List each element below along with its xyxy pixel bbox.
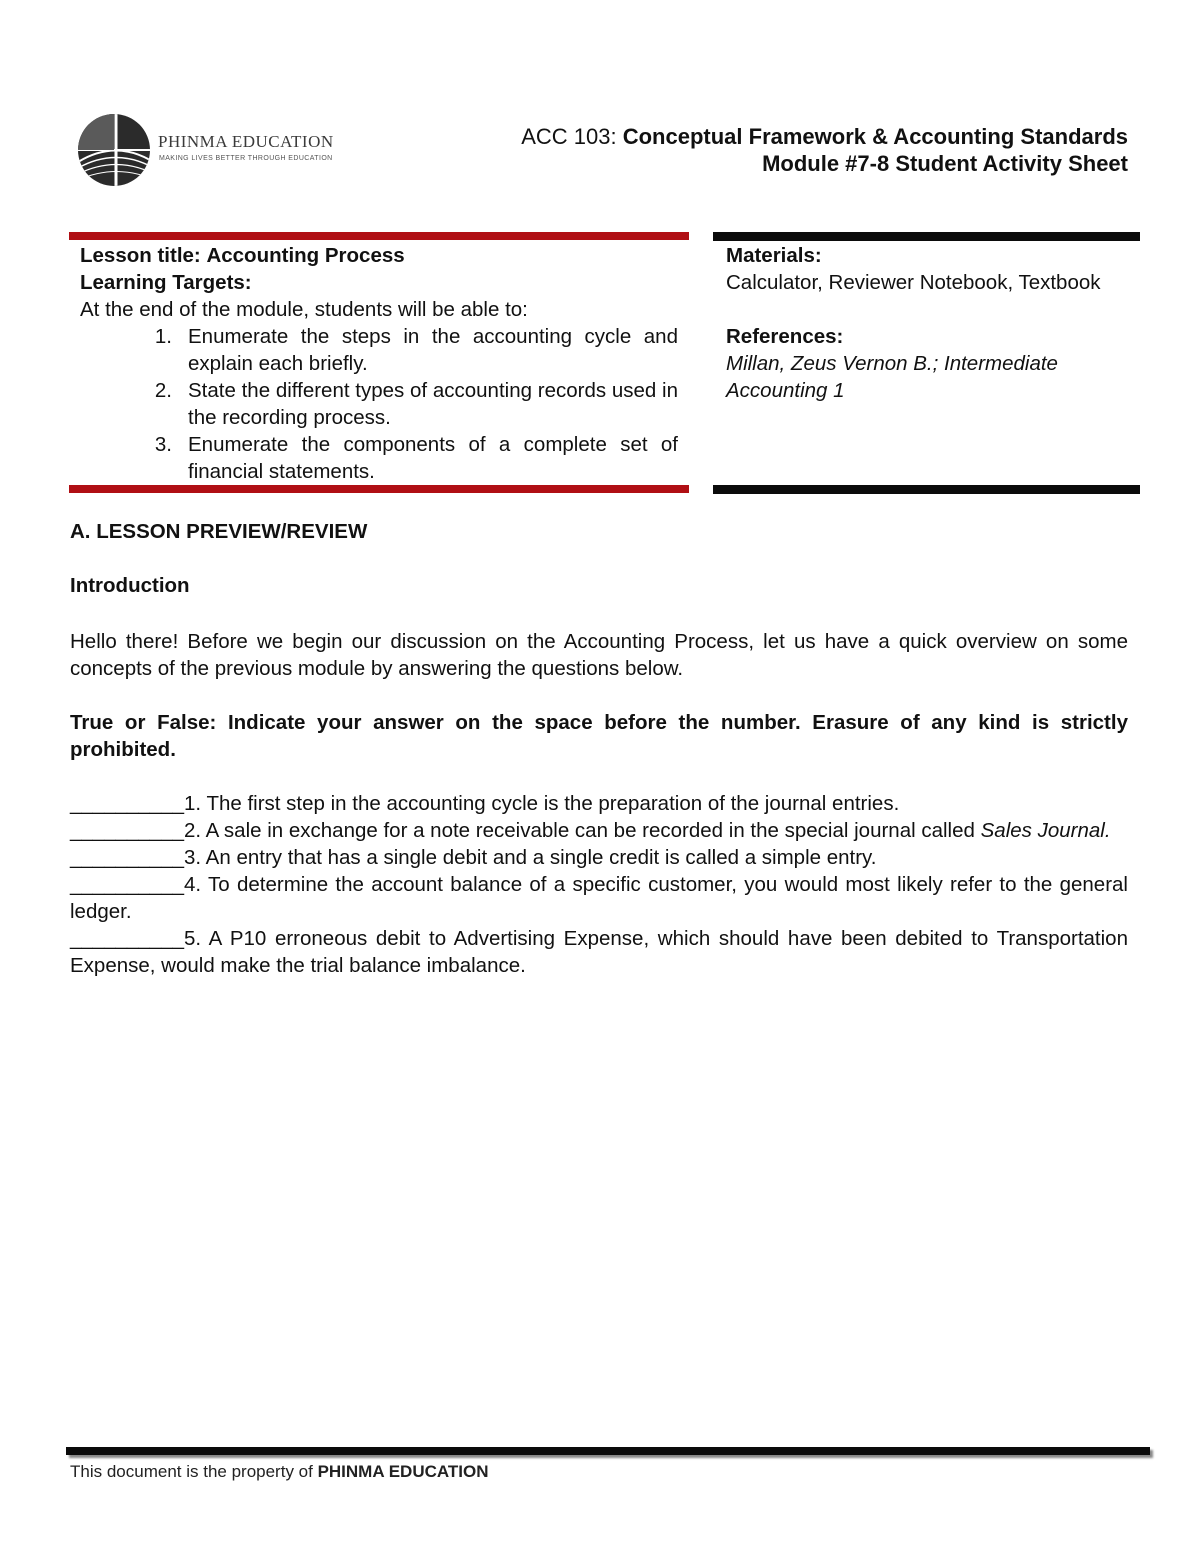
learning-targets-list: [80, 323, 678, 485]
course-name: Conceptual Framework & Accounting Standards: [622, 124, 1128, 149]
footer-org-name: PHINMA EDUCATION: [317, 1462, 489, 1481]
list-item: [80, 377, 678, 431]
lesson-top-bar: [69, 232, 689, 240]
list-item-number: 3.: [154, 433, 172, 456]
phinma-logo: [74, 110, 334, 190]
lesson-title-value: Accounting Process: [206, 244, 405, 267]
question-item: [70, 871, 1128, 925]
question-item: [70, 925, 1128, 979]
learning-targets-intro: At the end of the module, students will be able to:: [80, 298, 528, 321]
section-heading: A. LESSON PREVIEW/REVIEW: [70, 520, 368, 543]
logo-tagline: MAKING LIVES BETTER THROUGH EDUCATION: [159, 155, 333, 162]
answer-blank[interactable]: __________: [70, 792, 185, 815]
footer-divider: [66, 1447, 1150, 1455]
question-text: 4. To determine the account balance of a specific customer, you would most likely refer to the general ledger.: [70, 873, 1128, 923]
lesson-bottom-bar: [69, 485, 689, 493]
list-item-text: Enumerate the components of a complete set of financial statements.: [188, 433, 678, 483]
question-text: 1. The first step in the accounting cycle is the preparation of the journal entries.: [184, 792, 900, 815]
globe-logo-icon: [74, 110, 154, 190]
lesson-box: [80, 242, 678, 485]
question-italic-text: Sales Journal.: [980, 819, 1111, 842]
references-text: Millan, Zeus Vernon B.; Intermediate Accounting 1: [726, 352, 1058, 402]
answer-blank[interactable]: __________: [70, 927, 185, 950]
introduction-heading: Introduction: [70, 574, 190, 597]
list-item: [80, 323, 678, 377]
question-item: [70, 817, 1128, 844]
list-item: [80, 431, 678, 485]
materials-box: [726, 242, 1131, 404]
footer-text: [70, 1462, 489, 1482]
list-item-text: State the different types of accounting records used in the recording process.: [188, 379, 678, 429]
instruction-text: True or False: Indicate your answer on the space before the number. Erasure of any kind is strictly prohibited.: [70, 711, 1128, 761]
references-label: References:: [726, 325, 844, 348]
list-item-number: 2.: [154, 379, 172, 402]
questions-list: [70, 790, 1128, 979]
question-item: [70, 790, 1128, 817]
answer-blank[interactable]: __________: [70, 846, 185, 869]
materials-bottom-bar: [713, 485, 1140, 494]
learning-targets-label: Learning Targets:: [80, 271, 252, 294]
question-text: 2. A sale in exchange for a note receivable can be recorded in the special journal called: [184, 819, 981, 842]
materials-label: Materials:: [726, 244, 822, 267]
list-item-text: Enumerate the steps in the accounting cycle and explain each briefly.: [188, 325, 678, 375]
question-text: 5. A P10 erroneous debit to Advertising Expense, which should have been debited to Transportation Expense, would make the trial balance imbalance.: [70, 927, 1128, 977]
answer-blank[interactable]: __________: [70, 873, 185, 896]
answer-blank[interactable]: __________: [70, 819, 185, 842]
question-text: 3. An entry that has a single debit and a single credit is called a simple entry.: [184, 846, 877, 869]
course-title: [521, 124, 1128, 150]
course-code: ACC 103:: [521, 124, 617, 149]
list-item-number: 1.: [154, 325, 172, 348]
question-item: [70, 844, 1128, 871]
logo-wordmark: PHINMA EDUCATION: [158, 132, 334, 151]
lesson-title-label: Lesson title:: [80, 244, 201, 267]
materials-items: Calculator, Reviewer Notebook, Textbook: [726, 271, 1101, 294]
module-title: Module #7-8 Student Activity Sheet: [762, 151, 1128, 176]
footer-ownership-text: This document is the property of: [70, 1462, 318, 1481]
introduction-text: Hello there! Before we begin our discussion on the Accounting Process, let us have a quick overview on some concepts of the previous module by answering the questions below.: [70, 630, 1128, 680]
materials-top-bar: [713, 232, 1140, 241]
lesson-title: [80, 242, 678, 269]
